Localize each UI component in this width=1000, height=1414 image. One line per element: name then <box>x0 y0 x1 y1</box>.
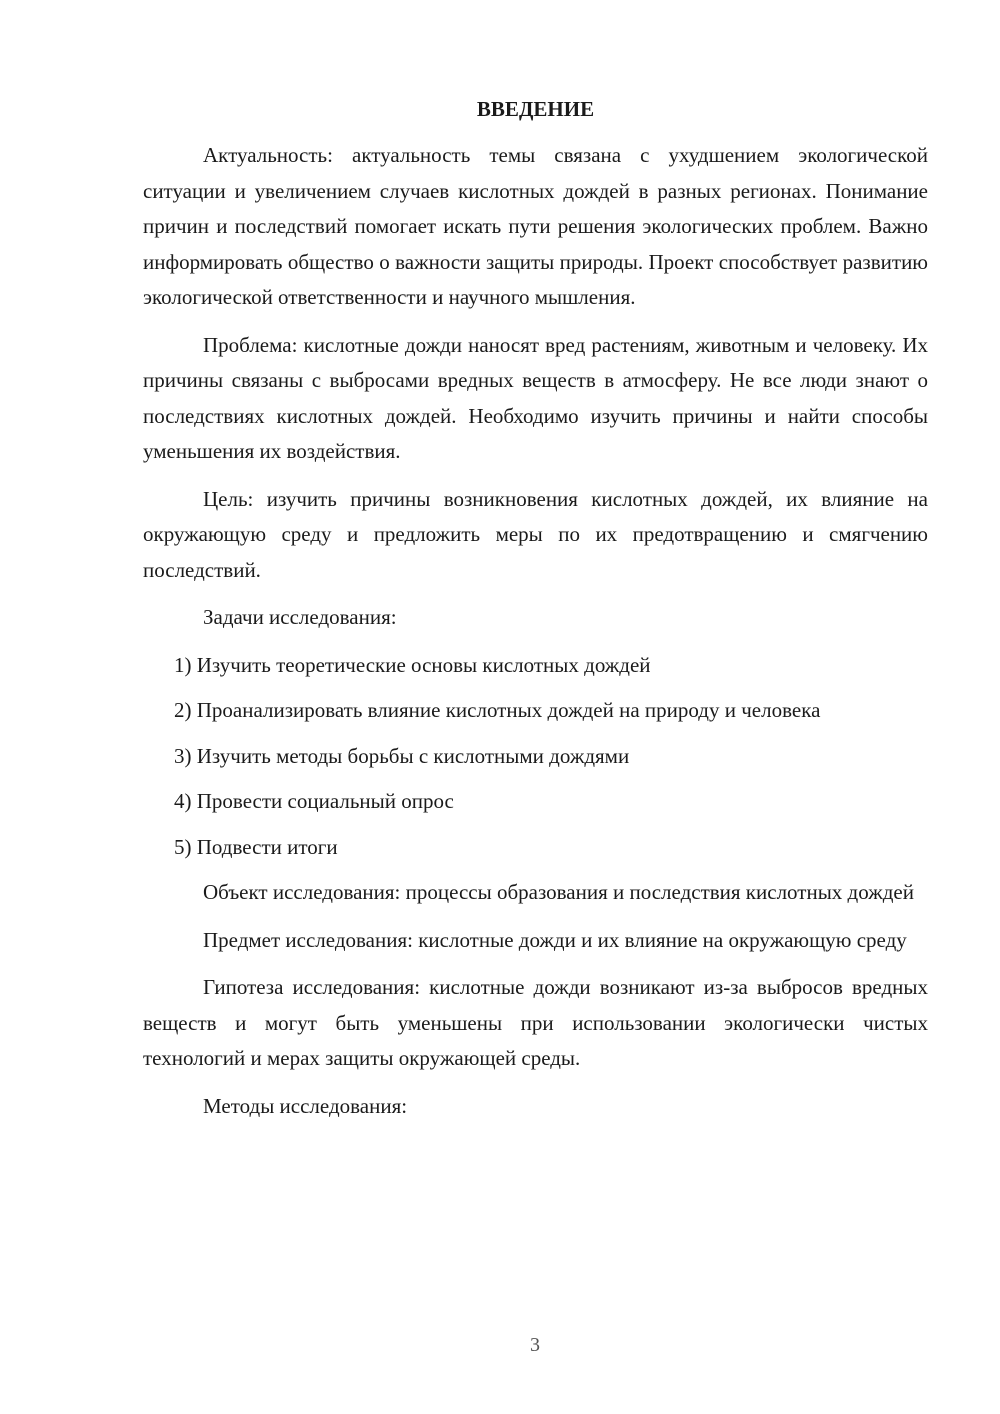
problem-paragraph: Проблема: кислотные дожди наносят вред растениям, животным и человеку. Их причины связаны с выбросами вредных веществ в атмосферу. Не все люди знают о последствиях кислотных дождей. Необходимо изучить причины и найти способы уменьшения их воздействия. <box>143 332 928 463</box>
task-item-2: 2) Проанализировать влияние кислотных дождей на природу и человека <box>174 698 821 722</box>
hypothesis-paragraph: Гипотеза исследования: кислотные дожди возникают из-за выбросов вредных веществ и могут быть уменьшены при использовании экологически чистых технологий и мерах защиты окружающей среды. <box>143 975 928 1070</box>
task-item-1: 1) Изучить теоретические основы кислотных дождей <box>174 652 651 677</box>
task-item-5: 5) Подвести итоги <box>174 834 338 859</box>
section-title: ВВЕДЕНИЕ <box>476 97 595 121</box>
methods-heading: Методы исследования: <box>203 1093 408 1118</box>
task-item-3: 3) Изучить методы борьбы с кислотными дождями <box>174 743 630 768</box>
subject-paragraph: Предмет исследования: кислотные дожди и их влияние на окружающую среду <box>203 927 907 952</box>
relevance-paragraph: Актуальность: актуальность темы связана с ухудшением экологической ситуации и увеличением случаев кислотных дождей в разных регионах. Понимание причин и последствий помогает искать пути решения экологических проблем. Важно информировать общество о важности защиты природы. Проект способствует развитию экологической ответственности и научного мышления. <box>143 143 928 309</box>
page-content <box>143 94 928 1136</box>
task-item-4: 4) Провести социальный опрос <box>174 789 454 813</box>
tasks-heading: Задачи исследования: <box>203 605 397 629</box>
page-number: 3 <box>530 1334 540 1356</box>
object-paragraph: Объект исследования: процессы образования и последствия кислотных дождей <box>203 880 914 904</box>
goal-paragraph: Цель: изучить причины возникновения кислотных дождей, их влияние на окружающую среду и предложить меры по их предотвращению и смягчению последствий. <box>143 486 928 582</box>
